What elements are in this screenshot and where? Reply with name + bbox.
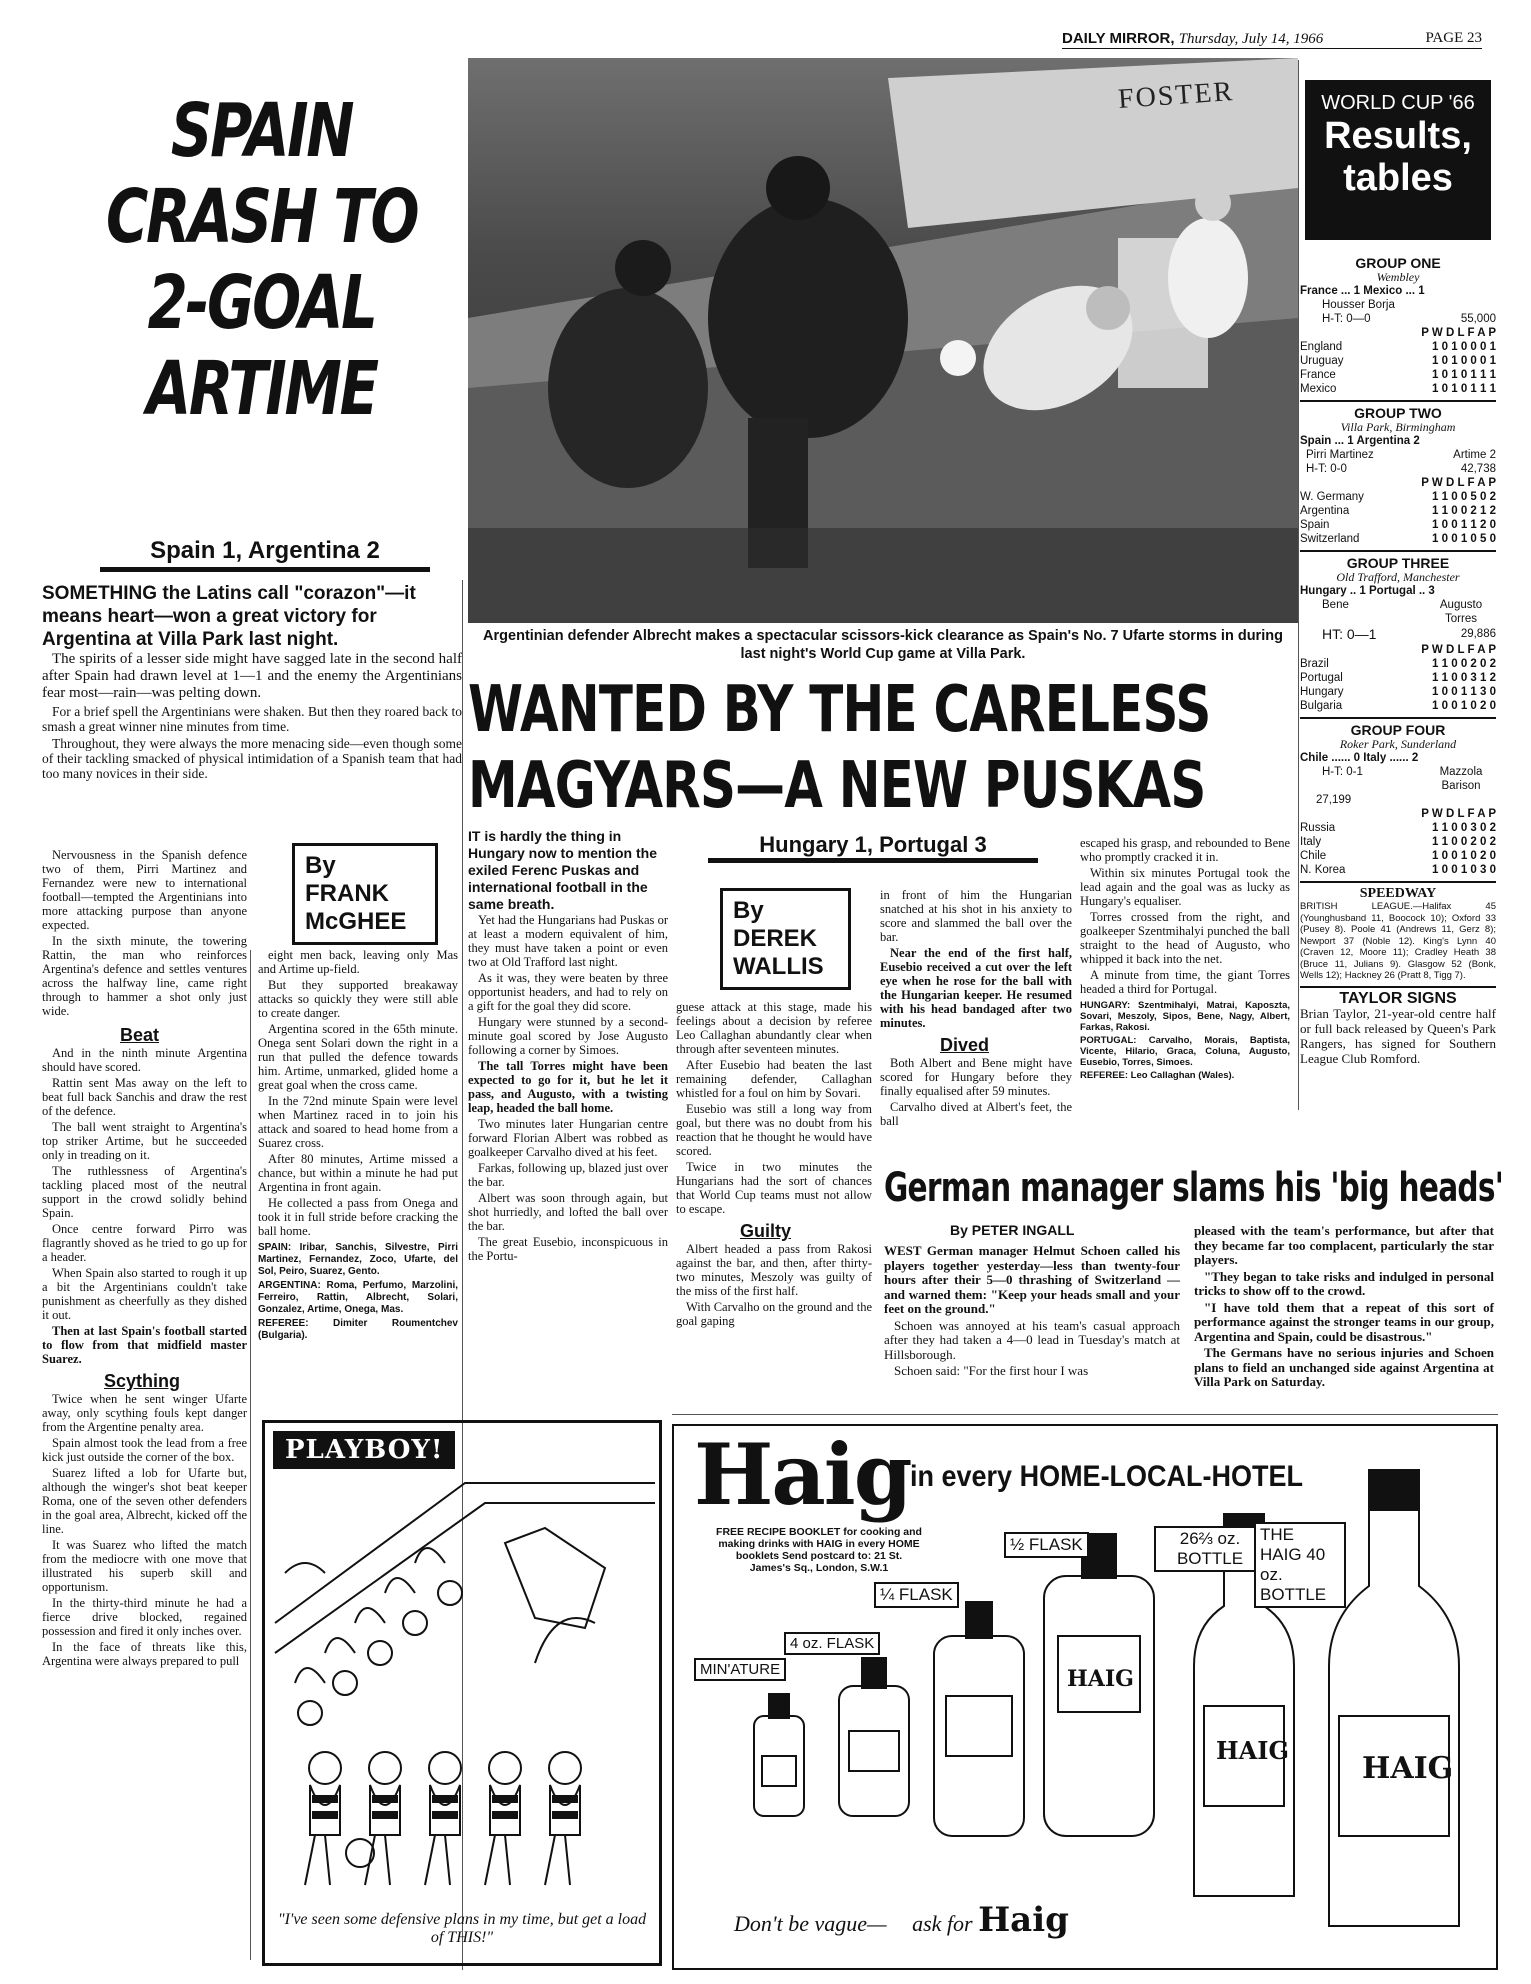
taylor-text: Brian Taylor, 21-year-old centre half or full back released by Queen's Park Rangers, has signed for Southern League Club Romford. (1300, 1005, 1496, 1066)
table-row (1300, 504, 1496, 518)
german-col2 (1194, 1224, 1494, 1392)
stadium-sign: FOSTER (1117, 75, 1236, 116)
ht: H-T: 0-0 (1306, 463, 1347, 475)
team-name: W. Germany (1300, 491, 1364, 503)
cartoon-drawing (265, 1423, 659, 1963)
attendance: 42,738 (1460, 463, 1496, 475)
divider (1300, 881, 1496, 883)
teams-hungary: HUNGARY: Szentmihalyi, Matrai, Kaposzta, Sovari, Meszoly, Sipos, Bene, Nagy, Albert, Farkas, Rakosi. (1080, 1000, 1290, 1033)
hungary-score-heading: Hungary 1, Portugal 3 (708, 832, 1038, 863)
paragraph: Albert was soon through again, but shot hurriedly, and lofted the ball over the bar. (468, 1191, 668, 1233)
bottle-label: HAIG (1067, 1666, 1134, 1692)
team-name: France (1300, 369, 1336, 381)
team-name: Italy (1300, 836, 1322, 848)
cartoon-caption: "I've seen some defensive plans in my time, but get a load of THIS!" (277, 1911, 647, 1946)
haig-advertisement (672, 1424, 1498, 1970)
scorer: Artime 2 (1453, 449, 1496, 461)
paragraph: Rattin sent Mas away on the left to beat full back Sanchis and draw the rest of the defence. (42, 1076, 247, 1118)
german-headline: German manager slams his 'big heads' (884, 1165, 1504, 1211)
teams-portugal: PORTUGAL: Carvalho, Morais, Baptista, Vicente, Hilario, Graca, Coluna, Augusto, Eusebio, Torres, Simoes. (1080, 1035, 1290, 1068)
divider (1300, 400, 1496, 402)
scorer: Mazzola Barison (1439, 766, 1483, 792)
paragraph: It was Suarez who lifted the match from the mediocre with one move that illustrated his superb skill and opportunism. (42, 1538, 247, 1594)
attendance: 29,886 (1460, 628, 1496, 640)
hungary-col1 (468, 828, 668, 1265)
team-record: 1 0 0 1 0 5 0 (1432, 533, 1496, 545)
team-record: 1 1 0 0 2 0 2 (1432, 836, 1496, 848)
table-row (1300, 863, 1496, 877)
byline-first: DEREK (733, 925, 818, 952)
subheading-beat: Beat (120, 1025, 160, 1045)
group-four-match: Chile ...... 0 Italy ...... 2 (1300, 752, 1419, 764)
team-record: 1 1 0 0 3 0 2 (1432, 822, 1496, 834)
paragraph: Spain almost took the lead from a free kick just outside the corner of the box. (42, 1436, 247, 1464)
team-record: 1 0 0 1 0 3 0 (1432, 864, 1496, 876)
size-quarter-flask: ¼ FLASK (874, 1582, 959, 1608)
divider (1300, 717, 1496, 719)
hungary-col3 (880, 888, 1072, 1130)
banner-top: WORLD CUP '66 (1321, 92, 1475, 114)
team-name: Hungary (1300, 686, 1344, 698)
paragraph: Carvalho dived at Albert's feet, the ball (880, 1100, 1072, 1128)
team-name: Argentina (1300, 505, 1350, 517)
paragraph: Nervousness in the Spanish defence two of them, Pirri Martinez and Fernandez were new to international football—tempted the Argentinians into more attacking purpose than anyone expected. (42, 848, 247, 932)
referee: REFEREE: Leo Callaghan (Wales). (1080, 1070, 1235, 1081)
issue-date: Thursday, July 14, 1966 (1178, 31, 1324, 47)
team-record: 1 0 1 0 0 0 1 (1432, 341, 1496, 353)
size-miniature: MIN'ATURE (694, 1658, 786, 1681)
team-name: Uruguay (1300, 355, 1344, 367)
slogan-part2: ask for (912, 1911, 973, 1936)
team-name: Switzerland (1300, 533, 1360, 545)
paragraph: He collected a pass from Onega and took it in full stride before cracking the ball home. (258, 1196, 458, 1238)
slogan-brand: Haig (978, 1900, 1069, 1940)
subheading-scything: Scything (104, 1371, 181, 1391)
paragraph: "They began to take risks and indulged in personal tricks to show off to the crowd. (1194, 1268, 1494, 1298)
team-record: 1 1 0 0 2 0 2 (1432, 658, 1496, 670)
group-one-ht (1300, 312, 1496, 326)
team-record: 1 1 0 0 5 0 2 (1432, 491, 1496, 503)
paragraph: With Carvalho on the ground and the goal gaping (676, 1300, 872, 1328)
bottle-label: HAIG (1216, 1736, 1290, 1765)
size-4oz-flask: 4 oz. FLASK (784, 1632, 880, 1655)
table-row (1300, 699, 1496, 713)
table-row (1300, 368, 1496, 382)
scorer: Bene (1322, 599, 1349, 611)
byline-first: FRANK (305, 880, 389, 907)
section-rule (672, 1414, 1498, 1415)
paragraph: In the sixth minute, the towering Rattin, the man who reinforces Argentina's defence and settles ventures across the halfway line, came right through to hammer a shot only just wide. (42, 934, 247, 1018)
bottles-illustration (674, 1426, 1496, 1968)
team-name: Russia (1300, 822, 1336, 834)
team-record: 1 1 0 0 3 1 2 (1432, 672, 1496, 684)
paragraph: Schoen said: "For the first hour I was (894, 1363, 1089, 1378)
ht: H-T: 0-1 (1322, 766, 1363, 778)
paragraph: Throughout, they were always the more menacing side—even though some of their tackling smacked of physical intimidation of a Spanish team that had too many novices in their side. (42, 736, 462, 781)
lead-intro (42, 582, 462, 651)
group-one-scorers: Housser Borja (1322, 299, 1395, 311)
team-record: 1 0 0 1 0 2 0 (1432, 850, 1496, 862)
team-name: Portugal (1300, 672, 1343, 684)
german-byline: By PETER INGALL (950, 1222, 1075, 1238)
group-three-ht (1300, 626, 1496, 643)
page-number: PAGE 23 (1425, 30, 1482, 46)
paragraph: WEST German manager Helmut Schoen called his players together yesterday—less than twenty-four hours after their 5—0 thrashing of Switzerland —and warned them: "Keep your heads small and your feet on the ground." (884, 1243, 1180, 1316)
paragraph: Albert headed a pass from Rakosi against the bar, and then, after thirty-two minutes, Meszoly was guilty of the miss of the first half. (676, 1242, 872, 1298)
group-four-att: 27,199 (1316, 794, 1352, 806)
taylor-title: TAYLOR SIGNS (1339, 989, 1457, 1007)
paragraph: Eusebio was still a long way from goal, but there was no doubt from his reaction that he thought he would have scored. (676, 1102, 872, 1158)
group-two-title: GROUP TWO (1354, 405, 1442, 421)
match-score-heading: Spain 1, Argentina 2 (100, 537, 430, 572)
paragraph: Torres crossed from the right, and goalkeeper Szentmihalyi punched the ball straight to the head of Augusto, who whipped it back into the net. (1080, 910, 1290, 966)
paragraph: in front of him the Hungarian snatched at his shot in his anxiety to score and slammed the ball over the bar. (880, 888, 1072, 944)
team-name: Brazil (1300, 658, 1329, 670)
paragraph: Two minutes later Hungarian centre forward Florian Albert was robbed as goalkeeper Carvalho dived at his feet. (468, 1117, 668, 1159)
group-two-match: Spain ... 1 Argentina 2 (1300, 435, 1420, 447)
paragraph: Once centre forward Pirro was flagrantly shoved as he tried to go up for a header. (42, 1222, 247, 1264)
table-row (1300, 657, 1496, 671)
paragraph: In the face of threats like this, Argentina were always prepared to pull (42, 1640, 247, 1668)
slogan (734, 1900, 1069, 1940)
hungary-headline-line1: WANTED BY THE CARELESS (468, 673, 1211, 747)
table-row (1300, 518, 1496, 532)
table-row (1300, 532, 1496, 546)
team-record: 1 0 1 0 0 0 1 (1432, 355, 1496, 367)
divider (1300, 550, 1496, 552)
table-row (1300, 340, 1496, 354)
group-four-venue: Roker Park, Sunderland (1339, 737, 1457, 751)
paragraph: In the 72nd minute Spain were level when Martinez raced in to join his attack and soared to head home from a Suarez cross. (258, 1094, 458, 1150)
table-row (1300, 821, 1496, 835)
paragraph: But they supported breakaway attacks so quickly they were still able to create danger. (258, 978, 458, 1020)
slogan-part1: Don't be vague— (734, 1911, 887, 1936)
paragraph: pleased with the team's performance, but after that they became far too complacent, particularly the star players. (1194, 1223, 1494, 1267)
cartoon-title: PLAYBOY! (273, 1431, 455, 1469)
paragraph: Schoen was annoyed at his team's casual approach after they had taken a 4—0 lead in Tuesday's match at Hillsborough. (884, 1317, 1180, 1362)
lead-story-col1 (42, 582, 462, 783)
team-name: England (1300, 341, 1343, 353)
table-row (1300, 671, 1496, 685)
cartoon-panel (262, 1420, 662, 1966)
paragraph: The spirits of a lesser side might have sagged late in the second half after Spain had drawn level at 1—1 and the enemy the Argentinians fear most—rain—was pelting down. (42, 651, 462, 701)
table-header: P W D L F A P (1421, 644, 1496, 656)
hungary-intro: IT is hardly the thing in Hungary now to mention the exiled Ferenc Puskas and international football in the same breath. (468, 828, 657, 912)
haig-logo: Haig (694, 1425, 911, 1524)
scorer: Augusto Torres (1439, 599, 1483, 625)
masthead (1062, 30, 1482, 49)
team-name: Chile (1300, 850, 1327, 862)
haig-tagline: in every HOME-LOCAL-HOTEL (910, 1460, 1304, 1493)
match-photo (468, 58, 1298, 623)
group-three-match: Hungary .. 1 Portugal .. 3 (1300, 585, 1435, 597)
team-record: 1 0 0 1 1 3 0 (1432, 686, 1496, 698)
speedway-results: BRITISH LEAGUE.—Halifax 45 (Younghusband 11, Boocock 10); Oxford 33 (Pusey 8). Poole 41 (Andrews 11, Gerz 8); Newport 37 (Noble 12). King's Lynn 40 (Craven 12, Moore 11); Cradley Heath 38 (Bruce 11, Julians 9). Glasgow 52 (Bonk, Wells 12); Hackney 26 (Pratt 8, Tigg 7). (1300, 901, 1496, 981)
lead-intro-text: SOMETHING the Latins call "corazon"—it means heart—won a great victory for Argentina at Villa Park last night. (42, 583, 416, 650)
group-three-scorers (1300, 598, 1496, 626)
team-name: Bulgaria (1300, 700, 1343, 712)
results-banner (1305, 80, 1491, 240)
subheading-guilty: Guilty (740, 1221, 792, 1241)
paragraph: Near the end of the first half, Eusebio received a cut over the left eye when he rose for the ball with the Hungarian keeper. He resumed with his head bandaged after two minutes. (880, 946, 1072, 1030)
hungary-col2 (676, 1000, 872, 1330)
teams-spain: SPAIN: Iribar, Sanchis, Silvestre, Pirri Martinez, Fernandez, Zoco, Ufarte, del Sol, Peiro, Suarez, Gento. (258, 1242, 458, 1277)
paragraph: In the thirty-third minute he had a fierce drive blocked, regained possession and fired it only inches over. (42, 1596, 247, 1638)
paragraph: Argentina scored in the 65th minute. Onega sent Solari down the right in a run that pulled the defence towards him. Artime, unmarked, glided home a great goal when the cross came. (258, 1022, 458, 1092)
group-four-ht (1300, 765, 1496, 793)
paragraph: Both Albert and Bene might have scored for Hungary before they finally equalised after 59 minutes. (880, 1056, 1072, 1098)
group-two-ht (1300, 462, 1496, 476)
paragraph: For a brief spell the Argentinians were shaken. But then they roared back to smash a great winner nine minutes from time. (42, 704, 462, 734)
paragraph: Suarez lifted a lob for Ufarte but, although the winger's shot beat keeper Roma, one of the seven other defenders in the goal area, Albrecht, kicked off the line. (42, 1466, 247, 1536)
paragraph: After Eusebio had beaten the last remaining defender, Callaghan whistled for a foul on him by Sovari. (676, 1058, 872, 1100)
paragraph: escaped his grasp, and rebounded to Bene who promptly cracked it in. (1080, 836, 1290, 864)
table-header: P W D L F A P (1421, 477, 1496, 489)
column-rule (250, 950, 251, 1960)
ht: HT: 0—1 (1322, 626, 1377, 642)
group-two-table (1300, 490, 1496, 546)
group-one-match: France ... 1 Mexico ... 1 (1300, 285, 1425, 297)
banner-main-2: tables (1343, 157, 1453, 199)
match-photo-image (468, 58, 1298, 623)
group-one-table (1300, 340, 1496, 396)
ht: H-T: 0—0 (1322, 313, 1371, 325)
paragraph: When Spain also started to rough it up a bit the Argentinians couldn't take punishment as cheerfully as they dished it out. (42, 1266, 247, 1322)
recipe-booklet: FREE RECIPE BOOKLET for cooking and making drinks with HAIG in every HOME booklets Send postcard to: 21 St. James's Sq., London, S.W.1 (716, 1526, 922, 1574)
headline-line: ARTIME (146, 346, 377, 432)
size-half-flask: ½ FLASK (1004, 1532, 1089, 1558)
size-bottle: 26⅔ oz. BOTTLE (1154, 1526, 1266, 1572)
team-name: N. Korea (1300, 864, 1346, 876)
bottle-label: HAIG (1362, 1751, 1454, 1786)
group-four-table (1300, 821, 1496, 877)
paragraph: The tall Torres might have been expected to go for it, but he let it pass, and Augusto, with a twisting leap, headed the ball home. (468, 1059, 668, 1115)
team-name: Mexico (1300, 383, 1337, 395)
speedway-title: SPEEDWAY (1359, 886, 1437, 901)
paragraph: Within six minutes Portugal took the lead again and the goal was as lucky as Hungary's equaliser. (1080, 866, 1290, 908)
group-one-venue: Wembley (1376, 270, 1420, 284)
byline-frank-mcghee (292, 843, 438, 945)
paragraph: A minute from time, the giant Torres headed a third for Portugal. (1080, 968, 1290, 996)
headline-line: 2-GOAL (147, 260, 376, 346)
size-the-haig: THE HAIG 40 oz. BOTTLE (1254, 1522, 1346, 1608)
subheading-dived: Dived (940, 1035, 990, 1055)
table-header: P W D L F A P (1421, 808, 1496, 820)
lead-story-col2 (258, 948, 458, 1344)
table-row (1300, 685, 1496, 699)
hungary-col4 (1080, 836, 1290, 1083)
german-col1 (884, 1244, 1180, 1381)
byline-last: WALLIS (733, 953, 824, 980)
table-row (1300, 382, 1496, 396)
paragraph: guese attack at this stage, made his feelings about a decision by referee Leo Callaghan abundantly clear when through after seventeen minutes. (676, 1000, 872, 1056)
team-record: 1 0 0 1 0 2 0 (1432, 700, 1496, 712)
table-row (1300, 849, 1496, 863)
byline-by: By (305, 852, 336, 879)
team-record: 1 1 0 0 2 1 2 (1432, 505, 1496, 517)
team-name: Spain (1300, 519, 1330, 531)
hungary-headline-line2: MAGYARS—A NEW PUSKAS (468, 749, 1206, 823)
table-row (1300, 835, 1496, 849)
group-two-scorers (1300, 448, 1496, 462)
table-header: P W D L F A P (1421, 327, 1496, 339)
group-three-table (1300, 657, 1496, 713)
paper-name: DAILY MIRROR, (1062, 30, 1175, 47)
paragraph: Then at last Spain's football started to flow from that midfield master Suarez. (42, 1324, 247, 1366)
main-headline (90, 88, 418, 432)
paragraph: The ruthlessness of Argentina's tackling placed most of the neutral support in the crowd solidly behind Spain. (42, 1164, 247, 1220)
byline-by: By (733, 897, 764, 924)
group-two-venue: Villa Park, Birmingham (1340, 420, 1456, 434)
paragraph: Twice when he sent winger Ufarte away, only scything fouls kept danger from the Argentine penalty area. (42, 1392, 247, 1434)
headline-line: CRASH TO (106, 174, 418, 260)
attendance: 55,000 (1460, 313, 1496, 325)
paragraph: Farkas, following up, blazed just over the bar. (468, 1161, 668, 1189)
group-three-title: GROUP THREE (1346, 555, 1450, 571)
photo-caption: Argentinian defender Albrecht makes a spectacular scissors-kick clearance as Spain's No. 7 Ufarte storms in during last night's World Cup game at Villa Park. (483, 628, 1283, 662)
hungary-headline (468, 672, 1211, 824)
referee: REFEREE: Dimiter Roumentchev (Bulgaria). (258, 1318, 458, 1341)
paragraph: "I have told them that a repeat of this sort of performance against the stronger teams in our group, Argentina and Spain, could be disastrous." (1194, 1299, 1494, 1344)
paragraph: After 80 minutes, Artime missed a chance, but within a minute he had put Argentina in front again. (258, 1152, 458, 1194)
byline-last: McGHEE (305, 908, 407, 935)
paragraph: Twice in two minutes the Hungarians had the sort of chances that World Cup teams must not allow to escape. (676, 1160, 872, 1216)
lead-story-col1b (42, 848, 247, 1670)
paragraph: eight men back, leaving only Mas and Artime up-field. (258, 948, 458, 976)
team-record: 1 0 1 0 1 1 1 (1432, 383, 1496, 395)
table-row (1300, 354, 1496, 368)
group-one-title: GROUP ONE (1355, 255, 1441, 271)
paragraph: As it was, they were beaten by three opportunist headers, and had to rely on a gift for the goal they did score. (468, 971, 668, 1013)
paragraph: Hungary were stunned by a second-minute goal scored by Jose Augusto following a corner by Simoes. (468, 1015, 668, 1057)
teams-argentina: ARGENTINA: Roma, Perfumo, Marzolini, Ferreiro, Rattin, Albrecht, Solari, Gonzalez, Artime, Onega, Mas. (258, 1280, 458, 1315)
paragraph: And in the ninth minute Argentina should have scored. (42, 1046, 247, 1074)
group-four-title: GROUP FOUR (1350, 722, 1446, 738)
paragraph: The Germans have no serious injuries and Schoen plans to field an unchanged side against Argentina at Villa Park on Saturday. (1194, 1345, 1494, 1389)
banner-main-1: Results, (1324, 115, 1472, 157)
divider (1300, 986, 1496, 988)
team-record: 1 0 0 1 1 2 0 (1432, 519, 1496, 531)
headline-line: SPAIN (170, 88, 353, 174)
column-rule (1298, 60, 1299, 1110)
group-three-venue: Old Trafford, Manchester (1336, 570, 1460, 584)
results-tables (1300, 256, 1496, 1066)
team-record: 1 0 1 0 1 1 1 (1432, 369, 1496, 381)
table-row (1300, 490, 1496, 504)
paragraph: Yet had the Hungarians had Puskas or at least a modern equivalent of him, they must have taken a point or even two at Old Trafford last night. (468, 913, 668, 969)
paragraph: The great Eusebio, inconspicuous in the Portu- (468, 1235, 668, 1263)
scorer: Pirri Martinez (1306, 449, 1374, 461)
byline-derek-wallis (720, 888, 851, 990)
paragraph: The ball went straight to Argentina's top striker Artime, but he succeeded only in treading on it. (42, 1120, 247, 1162)
